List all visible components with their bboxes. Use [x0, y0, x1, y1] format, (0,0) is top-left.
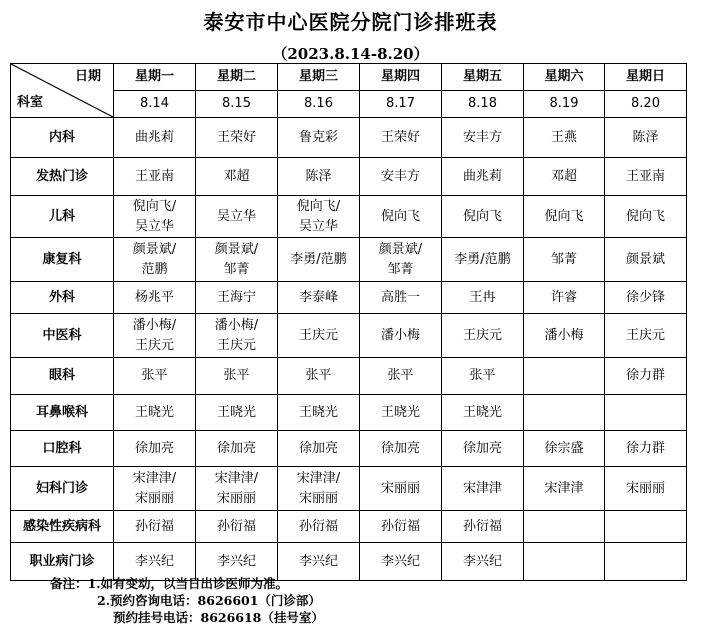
header-corner-cell: [11, 64, 114, 118]
doctor-cell: 吴立华: [196, 196, 278, 238]
department-name: 妇科门诊: [11, 467, 114, 511]
schedule-row: [11, 158, 687, 196]
weekday-header: 星期一: [114, 64, 196, 91]
schedule-table: [10, 63, 687, 581]
doctor-cell: 李兴纪: [114, 543, 196, 581]
doctor-cell: 李兴纪: [278, 543, 360, 581]
doctor-cell: 陈泽: [278, 158, 360, 196]
doctor-cell: 王亚南: [605, 158, 687, 196]
weekday-header: 星期五: [442, 64, 524, 91]
doctor-cell: 张平: [278, 358, 360, 395]
doctor-cell: 徐少锋: [605, 282, 687, 314]
doctor-cell: 李兴纪: [196, 543, 278, 581]
doctor-cell: 宋丽丽: [605, 467, 687, 511]
doctor-cell: 颜景斌/ 邹菁: [196, 238, 278, 282]
doctor-cell: 倪向飞: [442, 196, 524, 238]
doctor-cell: 李勇/范鹏: [442, 238, 524, 282]
doctor-cell: 王海宁: [196, 282, 278, 314]
weekday-header: 星期六: [524, 64, 605, 91]
doctor-cell: 李兴纪: [442, 543, 524, 581]
date-header: 8.15: [196, 91, 278, 118]
doctor-cell: 潘小梅: [524, 314, 605, 358]
doctor-cell: 徐加亮: [442, 431, 524, 467]
schedule-row: [11, 196, 687, 238]
weekday-header: 星期二: [196, 64, 278, 91]
department-name: 眼科: [11, 358, 114, 395]
doctor-cell: 徐宗盛: [524, 431, 605, 467]
department-name: 感染性疾病科: [11, 511, 114, 543]
doctor-cell: 王庆元: [442, 314, 524, 358]
doctor-cell: 高胜一: [360, 282, 442, 314]
department-name: 职业病门诊: [11, 543, 114, 581]
doctor-cell: 安丰方: [442, 118, 524, 158]
doctor-cell: 宋丽丽: [360, 467, 442, 511]
doctor-cell: 颜景斌: [605, 238, 687, 282]
doctor-cell: 倪向飞: [360, 196, 442, 238]
date-header: 8.17: [360, 91, 442, 118]
doctor-cell: 李兴纪: [360, 543, 442, 581]
doctor-cell: [605, 395, 687, 431]
doctor-cell: 徐加亮: [196, 431, 278, 467]
date-header: 8.20: [605, 91, 687, 118]
doctor-cell: 安丰方: [360, 158, 442, 196]
date-header: 8.19: [524, 91, 605, 118]
note-line: 预约挂号电话：8626618（挂号室）: [113, 610, 324, 625]
department-name: 儿科: [11, 196, 114, 238]
doctor-cell: 邓超: [524, 158, 605, 196]
doctor-cell: 许睿: [524, 282, 605, 314]
doctor-cell: 张平: [360, 358, 442, 395]
schedule-row: [11, 314, 687, 358]
doctor-cell: [524, 358, 605, 395]
doctor-cell: 宋津津/ 宋丽丽: [114, 467, 196, 511]
doctor-cell: 颜景斌/ 邹菁: [360, 238, 442, 282]
department-name: 中医科: [11, 314, 114, 358]
doctor-cell: 张平: [442, 358, 524, 395]
doctor-cell: 张平: [114, 358, 196, 395]
date-header: 8.14: [114, 91, 196, 118]
weekday-header: 星期三: [278, 64, 360, 91]
doctor-cell: 颜景斌/ 范鹏: [114, 238, 196, 282]
doctor-cell: 鲁克彩: [278, 118, 360, 158]
doctor-cell: 王晓光: [114, 395, 196, 431]
schedule-row: [11, 282, 687, 314]
doctor-cell: 曲兆莉: [442, 158, 524, 196]
schedule-row: [11, 238, 687, 282]
department-name: 发热门诊: [11, 158, 114, 196]
date-header: 8.18: [442, 91, 524, 118]
doctor-cell: 孙衍福: [360, 511, 442, 543]
schedule-row: [11, 118, 687, 158]
date-header: 8.16: [278, 91, 360, 118]
doctor-cell: 王荣好: [360, 118, 442, 158]
doctor-cell: 王晓光: [196, 395, 278, 431]
doctor-cell: 李泰峰: [278, 282, 360, 314]
doctor-cell: 徐力群: [605, 431, 687, 467]
doctor-cell: 王荣好: [196, 118, 278, 158]
doctor-cell: 潘小梅/ 王庆元: [114, 314, 196, 358]
doctor-cell: 宋津津/ 宋丽丽: [278, 467, 360, 511]
doctor-cell: [524, 543, 605, 581]
doctor-cell: 倪向飞/ 吴立华: [278, 196, 360, 238]
doctor-cell: 张平: [196, 358, 278, 395]
doctor-cell: 王晓光: [442, 395, 524, 431]
weekday-header: 星期日: [605, 64, 687, 91]
department-name: 康复科: [11, 238, 114, 282]
doctor-cell: 王燕: [524, 118, 605, 158]
doctor-cell: 徐加亮: [114, 431, 196, 467]
schedule-row: [11, 395, 687, 431]
doctor-cell: 王亚南: [114, 158, 196, 196]
doctor-cell: 王晓光: [360, 395, 442, 431]
doctor-cell: 宋津津: [442, 467, 524, 511]
page-title: 泰安市中心医院分院门诊排班表: [203, 10, 498, 34]
department-name: 口腔科: [11, 431, 114, 467]
doctor-cell: 徐加亮: [278, 431, 360, 467]
doctor-cell: 曲兆莉: [114, 118, 196, 158]
doctor-cell: 倪向飞/ 吴立华: [114, 196, 196, 238]
doctor-cell: 宋津津/ 宋丽丽: [196, 467, 278, 511]
doctor-cell: 陈泽: [605, 118, 687, 158]
note-line: 备注：1.如有变动，以当日出诊医师为准。: [50, 576, 289, 591]
date-range-subtitle: （2023.8.14-8.20）: [272, 45, 429, 63]
weekday-header: 星期四: [360, 64, 442, 91]
doctor-cell: 李勇/范鹏: [278, 238, 360, 282]
doctor-cell: 徐加亮: [360, 431, 442, 467]
schedule-row: [11, 467, 687, 511]
doctor-cell: [524, 511, 605, 543]
doctor-cell: 倪向飞: [605, 196, 687, 238]
department-name: 耳鼻喉科: [11, 395, 114, 431]
doctor-cell: 王冉: [442, 282, 524, 314]
department-header-label: 科室: [17, 95, 44, 110]
doctor-cell: [605, 511, 687, 543]
doctor-cell: 王庆元: [278, 314, 360, 358]
note-line: 2.预约咨询电话：8626601（门诊部）: [97, 593, 321, 608]
department-name: 外科: [11, 282, 114, 314]
doctor-cell: 王晓光: [278, 395, 360, 431]
date-header-label: 日期: [74, 69, 101, 84]
department-name: 内科: [11, 118, 114, 158]
schedule-row: [11, 511, 687, 543]
doctor-cell: 倪向飞: [524, 196, 605, 238]
doctor-cell: 宋津津: [524, 467, 605, 511]
schedule-row: [11, 431, 687, 467]
schedule-row: [11, 358, 687, 395]
doctor-cell: 潘小梅: [360, 314, 442, 358]
doctor-cell: 潘小梅/ 王庆元: [196, 314, 278, 358]
doctor-cell: 徐力群: [605, 358, 687, 395]
doctor-cell: [605, 543, 687, 581]
doctor-cell: 邹菁: [524, 238, 605, 282]
doctor-cell: 孙衍福: [196, 511, 278, 543]
doctor-cell: 王庆元: [605, 314, 687, 358]
doctor-cell: 孙衍福: [442, 511, 524, 543]
doctor-cell: 孙衍福: [278, 511, 360, 543]
doctor-cell: 邓超: [196, 158, 278, 196]
doctor-cell: 杨兆平: [114, 282, 196, 314]
doctor-cell: 孙衍福: [114, 511, 196, 543]
doctor-cell: [524, 395, 605, 431]
